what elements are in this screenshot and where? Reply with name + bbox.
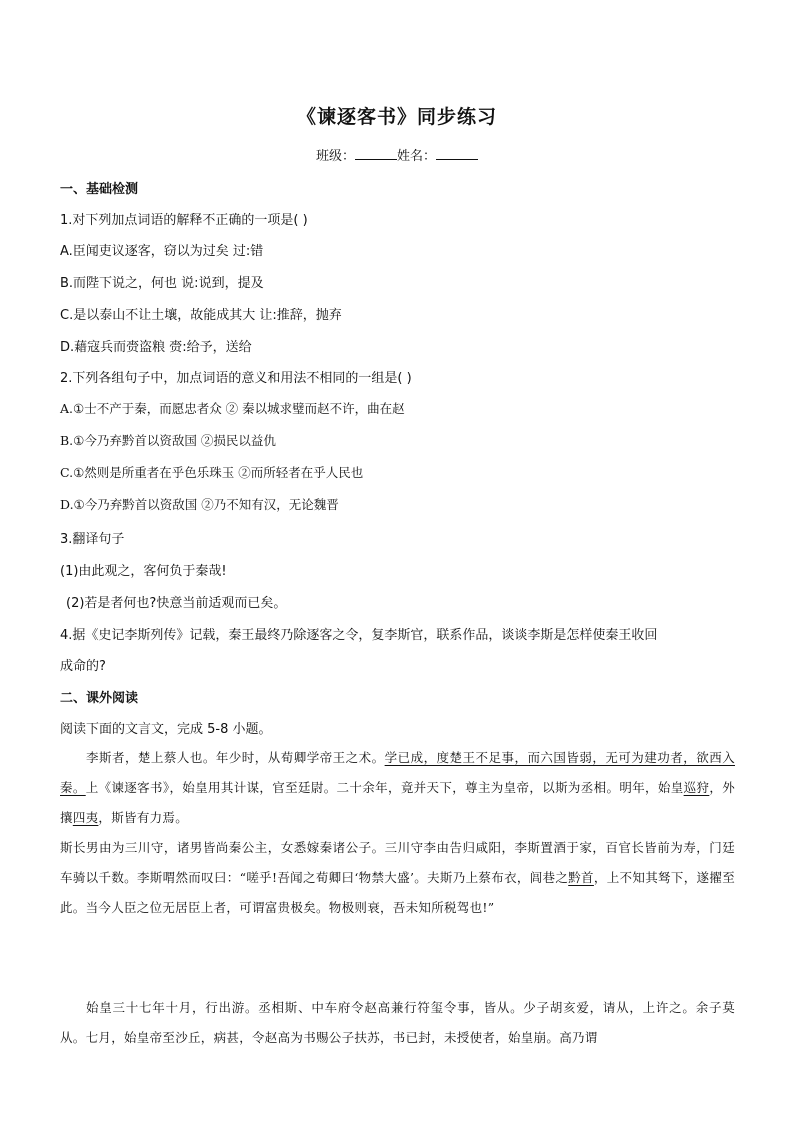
underlined-word: 巡狩 xyxy=(683,780,710,795)
question-2-option-b: B.①今乃弃黔首以资敌国 ②损民以益仇 xyxy=(60,433,276,448)
question-3-item-2: (2)若是者何也?快意当前适观而已矣。 xyxy=(66,596,287,611)
underlined-phrase: 学已成，度楚王不足事，而六国皆弱，无可为建功者，欲西入秦。 xyxy=(60,750,735,795)
question-1: 1.对下列加点词语的解释不正确的一项是( ) xyxy=(60,213,308,228)
underlined-word: 四夷 xyxy=(72,810,99,825)
underlined-word: 黔首 xyxy=(568,870,594,885)
question-3: 3.翻译句子 xyxy=(60,532,125,547)
passage-text: 李斯者，楚上蔡人也。年少时，从荀卿学帝王之术。 xyxy=(86,750,385,765)
question-3-item-1: (1)由此观之，客何负于秦哉! xyxy=(60,564,227,579)
passage-text: 斯长男由为三川守，诸男皆尚秦公主，女悉嫁秦诸公子。三川守李由告归咸阳，李斯置酒于家，百官长皆前为寿，门廷车骑以千数。李斯喟然而叹曰：“嗟乎!吾闻之荀卿曰‘物禁大盛’。夫斯乃上蔡布衣，闾巷之 xyxy=(60,840,735,885)
passage-paragraph-2 xyxy=(60,833,735,923)
question-1-option-a: A.臣闻吏议逐客，窃以为过矣 过:错 xyxy=(60,244,264,259)
question-1-option-b: B.而陛下说之，何也 说:说到，提及 xyxy=(60,276,264,291)
section-heading-2: 二、课外阅读 xyxy=(60,691,139,706)
class-blank xyxy=(355,147,397,160)
passage-paragraph-3: 始皇三十七年十月，行出游。丞相斯、中车府令赵高兼行符玺令事，皆从。少子胡亥爱，请从，上许之。余子莫从。七月，始皇帝至沙丘，病甚，令赵高为书赐公子扶苏，书已封，未授使者，始皇崩。高乃谓 xyxy=(60,1000,735,1045)
question-2-option-c: C.①然则是所重者在乎色乐珠玉 ②而所轻者在乎人民也 xyxy=(60,465,364,480)
section-heading-1: 一、基础检测 xyxy=(60,182,139,197)
passage-text: ，斯皆有力焉。 xyxy=(98,810,189,825)
question-4-line-1: 4.据《史记李斯列传》记载，秦王最终乃除逐客之令，复李斯官，联系作品，谈谈李斯是怎样使秦王收回 xyxy=(60,628,658,643)
passage-paragraph-1 xyxy=(60,743,735,833)
name-label: 姓名： xyxy=(397,149,437,164)
page-title: 《谏逐客书》同步练习 xyxy=(296,106,497,128)
class-name-line xyxy=(0,145,794,164)
passage-text: ，外攘 xyxy=(60,780,735,825)
question-2-option-d: D.①今乃弃黔首以资敌国 ②乃不知有汉，无论魏晋 xyxy=(60,497,339,512)
class-label: 班级： xyxy=(315,149,355,164)
question-1-option-c: C.是以泰山不让土壤，故能成其大 让:推辞，抛弃 xyxy=(60,308,342,323)
question-2: 2.下列各组句子中，加点词语的意义和用法不相同的一组是( ) xyxy=(60,371,412,386)
passage-text: 上《谏逐客书》，始皇用其计谋，官至廷尉。二十余年，竟并天下，尊主为皇帝，以斯为丞相。明年，始皇 xyxy=(85,780,684,795)
question-1-option-d: D.藉寇兵而赍盗粮 赍:给予，送给 xyxy=(60,340,252,355)
question-2-option-a: A.①士不产于秦，而愿忠者众 ② 秦以城求璧而赵不许，曲在赵 xyxy=(60,401,405,416)
question-4-line-2: 成命的? xyxy=(60,659,106,674)
reading-intro: 阅读下面的文言文，完成 5-8 小题。 xyxy=(60,722,272,737)
name-blank xyxy=(436,147,478,160)
passage-text: ，上不知其驽下，遂擢至此。当今人臣之位无居臣上者，可谓富贵极矣。物极则衰，吾未知所税驾也!” xyxy=(60,870,735,915)
